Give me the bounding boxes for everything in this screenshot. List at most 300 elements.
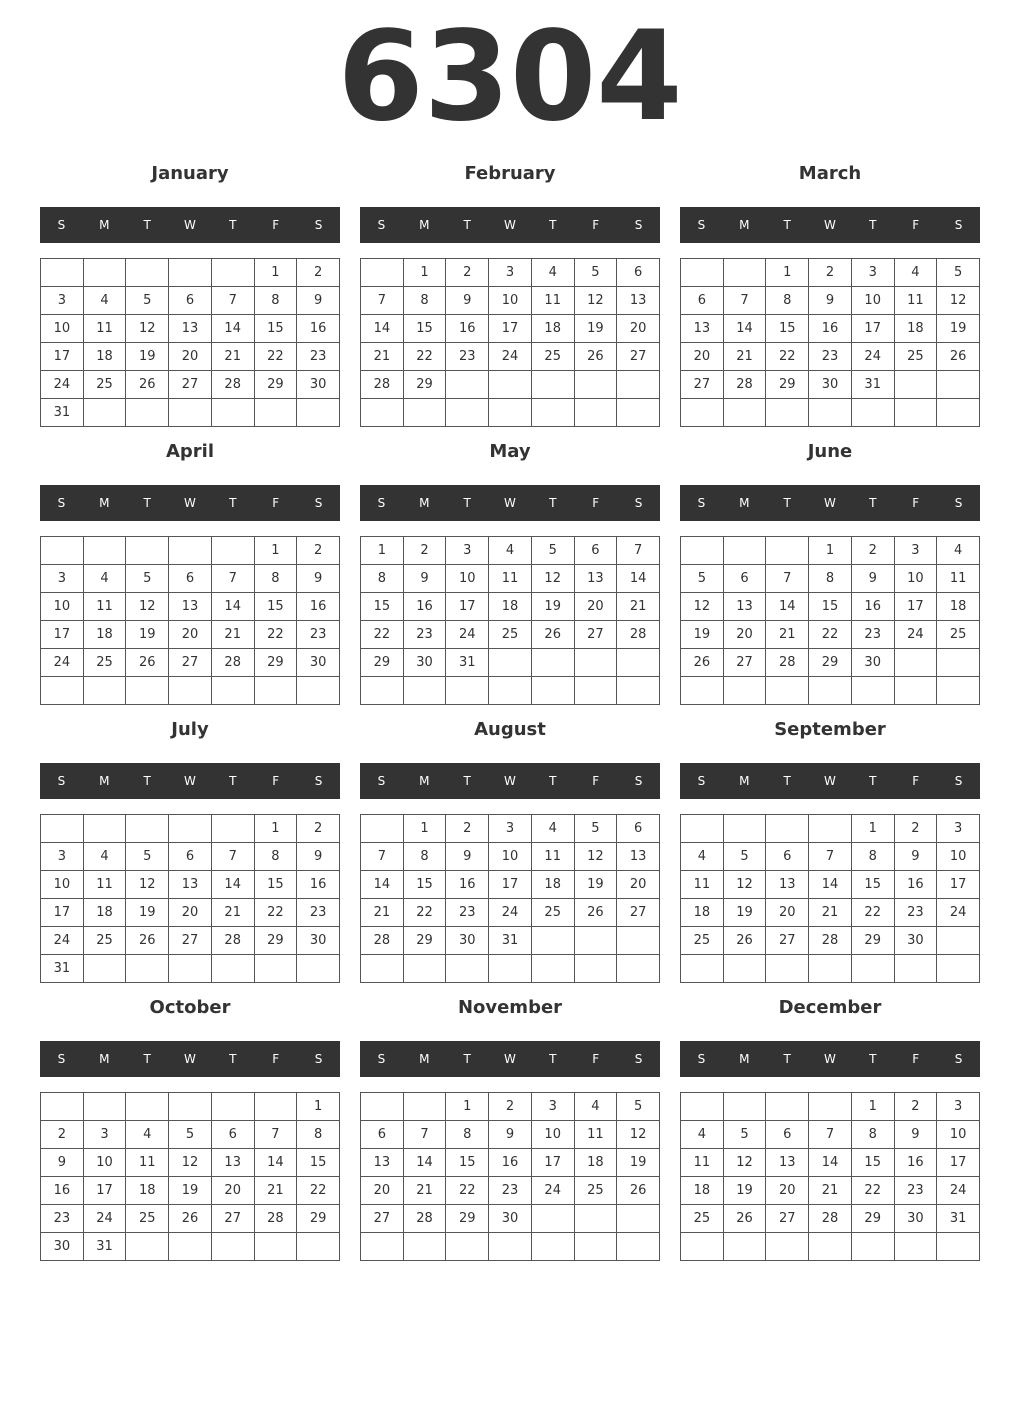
empty-day-cell xyxy=(126,1093,169,1121)
weekday-mon: M xyxy=(419,218,430,232)
weekday-fri: F xyxy=(592,218,600,232)
day-cell: 10 xyxy=(937,843,980,871)
day-cell: 27 xyxy=(361,1205,404,1233)
day-cell: 24 xyxy=(41,927,84,955)
weekday-sat: S xyxy=(634,1052,643,1066)
month-name: July xyxy=(171,719,209,740)
weekday-mon: M xyxy=(99,774,110,788)
day-cell: 3 xyxy=(446,537,489,565)
day-cell: 1 xyxy=(404,815,447,843)
day-cell: 11 xyxy=(532,287,575,315)
day-cell: 15 xyxy=(446,1149,489,1177)
empty-day-cell xyxy=(126,677,169,705)
day-cell: 25 xyxy=(84,371,127,399)
day-cell: 30 xyxy=(446,927,489,955)
day-cell: 29 xyxy=(446,1205,489,1233)
weekday-sat: S xyxy=(954,218,963,232)
empty-day-cell xyxy=(41,677,84,705)
day-cell: 1 xyxy=(255,259,298,287)
empty-day-cell xyxy=(895,371,938,399)
day-cell: 23 xyxy=(809,343,852,371)
day-cell: 20 xyxy=(361,1177,404,1205)
empty-day-cell xyxy=(361,815,404,843)
day-cell: 11 xyxy=(84,871,127,899)
empty-day-cell xyxy=(255,399,298,427)
day-cell: 11 xyxy=(681,871,724,899)
day-cell: 29 xyxy=(852,1205,895,1233)
day-cell: 9 xyxy=(297,843,340,871)
day-cell: 6 xyxy=(169,565,212,593)
empty-day-cell xyxy=(361,677,404,705)
empty-day-cell xyxy=(404,677,447,705)
day-cell: 22 xyxy=(809,621,852,649)
day-cell: 11 xyxy=(126,1149,169,1177)
weekday-wed: W xyxy=(824,496,836,510)
day-cell: 27 xyxy=(681,371,724,399)
day-cell: 2 xyxy=(297,537,340,565)
empty-day-cell xyxy=(361,1093,404,1121)
weekday-wed: W xyxy=(504,1052,516,1066)
empty-day-cell xyxy=(404,955,447,983)
day-cell: 2 xyxy=(446,259,489,287)
day-cell: 1 xyxy=(255,815,298,843)
day-cell: 17 xyxy=(84,1177,127,1205)
empty-day-cell xyxy=(169,399,212,427)
day-cell: 7 xyxy=(809,1121,852,1149)
day-cell: 6 xyxy=(212,1121,255,1149)
day-cell: 19 xyxy=(126,343,169,371)
day-cell: 26 xyxy=(724,927,767,955)
day-cell: 26 xyxy=(126,649,169,677)
empty-day-cell xyxy=(766,955,809,983)
weekday-sat: S xyxy=(954,496,963,510)
day-cell: 12 xyxy=(169,1149,212,1177)
weekday-mon: M xyxy=(739,496,750,510)
weekday-tue: T xyxy=(783,496,791,510)
empty-day-cell xyxy=(766,815,809,843)
months-grid xyxy=(40,156,980,1268)
weekday-header xyxy=(360,485,660,521)
day-cell: 5 xyxy=(724,1121,767,1149)
weekday-sun: S xyxy=(697,496,706,510)
month-august xyxy=(360,712,660,990)
weekday-fri: F xyxy=(272,1052,280,1066)
empty-day-cell xyxy=(532,371,575,399)
month-october xyxy=(40,990,340,1268)
day-cell: 28 xyxy=(212,927,255,955)
day-cell: 20 xyxy=(681,343,724,371)
day-cell: 2 xyxy=(404,537,447,565)
day-cell: 27 xyxy=(617,899,660,927)
day-cell: 16 xyxy=(809,315,852,343)
day-cell: 18 xyxy=(84,621,127,649)
day-cell: 4 xyxy=(84,565,127,593)
day-cell: 1 xyxy=(446,1093,489,1121)
weekday-mon: M xyxy=(99,1052,110,1066)
day-cell: 31 xyxy=(489,927,532,955)
day-cell: 18 xyxy=(532,871,575,899)
day-cell: 16 xyxy=(895,871,938,899)
day-cell: 15 xyxy=(404,315,447,343)
day-cell: 18 xyxy=(895,315,938,343)
weekday-thu: T xyxy=(869,774,877,788)
day-cell: 4 xyxy=(489,537,532,565)
day-cell: 3 xyxy=(489,815,532,843)
day-cell: 29 xyxy=(766,371,809,399)
day-cell: 28 xyxy=(809,927,852,955)
day-cell: 5 xyxy=(575,259,618,287)
weekday-header xyxy=(360,763,660,799)
empty-day-cell xyxy=(169,677,212,705)
day-cell: 16 xyxy=(489,1149,532,1177)
day-cell: 22 xyxy=(255,899,298,927)
empty-day-cell xyxy=(809,815,852,843)
day-cell: 22 xyxy=(852,1177,895,1205)
day-cell: 10 xyxy=(84,1149,127,1177)
day-cell: 9 xyxy=(809,287,852,315)
empty-day-cell xyxy=(724,259,767,287)
day-cell: 6 xyxy=(724,565,767,593)
weekday-fri: F xyxy=(272,774,280,788)
day-cell: 13 xyxy=(724,593,767,621)
empty-day-cell xyxy=(852,677,895,705)
day-cell: 30 xyxy=(297,927,340,955)
day-cell: 4 xyxy=(681,843,724,871)
month-name: January xyxy=(151,163,229,184)
empty-day-cell xyxy=(575,677,618,705)
day-cell: 16 xyxy=(297,315,340,343)
day-cell: 12 xyxy=(724,1149,767,1177)
day-cell: 21 xyxy=(724,343,767,371)
empty-day-cell xyxy=(937,371,980,399)
day-cell: 23 xyxy=(446,899,489,927)
empty-day-cell xyxy=(809,399,852,427)
day-cell: 14 xyxy=(404,1149,447,1177)
empty-day-cell xyxy=(895,1233,938,1261)
day-cell: 8 xyxy=(852,1121,895,1149)
weekday-thu: T xyxy=(229,774,237,788)
empty-day-cell xyxy=(532,927,575,955)
day-cell: 2 xyxy=(895,1093,938,1121)
day-cell: 21 xyxy=(617,593,660,621)
day-cell: 19 xyxy=(575,871,618,899)
day-cell: 31 xyxy=(41,955,84,983)
weekday-sat: S xyxy=(314,496,323,510)
empty-day-cell xyxy=(681,955,724,983)
day-cell: 7 xyxy=(361,287,404,315)
empty-day-cell xyxy=(937,677,980,705)
weekday-thu: T xyxy=(549,218,557,232)
weekday-sat: S xyxy=(634,774,643,788)
empty-day-cell xyxy=(41,815,84,843)
day-cell: 9 xyxy=(895,843,938,871)
day-cell: 25 xyxy=(84,927,127,955)
day-cell: 8 xyxy=(809,565,852,593)
empty-day-cell xyxy=(84,537,127,565)
day-cell: 6 xyxy=(361,1121,404,1149)
day-cell: 4 xyxy=(532,259,575,287)
empty-day-cell xyxy=(446,1233,489,1261)
empty-day-cell xyxy=(361,1233,404,1261)
empty-day-cell xyxy=(212,259,255,287)
day-cell: 18 xyxy=(84,343,127,371)
day-cell: 19 xyxy=(126,899,169,927)
day-cell: 25 xyxy=(681,927,724,955)
empty-day-cell xyxy=(169,815,212,843)
weekday-tue: T xyxy=(463,218,471,232)
empty-day-cell xyxy=(895,677,938,705)
empty-day-cell xyxy=(361,259,404,287)
empty-day-cell xyxy=(84,1093,127,1121)
weekday-sat: S xyxy=(954,774,963,788)
month-name: September xyxy=(774,719,886,740)
day-cell: 21 xyxy=(809,1177,852,1205)
weekday-sun: S xyxy=(377,496,386,510)
weekday-thu: T xyxy=(229,496,237,510)
empty-day-cell xyxy=(169,1233,212,1261)
day-cell: 26 xyxy=(724,1205,767,1233)
weekday-sun: S xyxy=(377,218,386,232)
empty-day-cell xyxy=(681,1093,724,1121)
day-cell: 19 xyxy=(575,315,618,343)
empty-day-cell xyxy=(681,399,724,427)
empty-day-cell xyxy=(617,399,660,427)
day-cell: 14 xyxy=(361,871,404,899)
weekday-wed: W xyxy=(184,1052,196,1066)
day-cell: 9 xyxy=(41,1149,84,1177)
day-cell: 3 xyxy=(895,537,938,565)
day-cell: 8 xyxy=(404,843,447,871)
day-cell: 21 xyxy=(809,899,852,927)
day-cell: 26 xyxy=(169,1205,212,1233)
day-cell: 22 xyxy=(297,1177,340,1205)
day-cell: 25 xyxy=(895,343,938,371)
empty-day-cell xyxy=(937,955,980,983)
day-grid xyxy=(40,536,340,705)
day-cell: 3 xyxy=(41,287,84,315)
empty-day-cell xyxy=(937,649,980,677)
weekday-fri: F xyxy=(912,218,920,232)
day-cell: 19 xyxy=(681,621,724,649)
day-cell: 15 xyxy=(297,1149,340,1177)
day-cell: 18 xyxy=(937,593,980,621)
empty-day-cell xyxy=(532,1233,575,1261)
empty-day-cell xyxy=(575,927,618,955)
day-cell: 1 xyxy=(361,537,404,565)
empty-day-cell xyxy=(575,649,618,677)
weekday-sun: S xyxy=(57,1052,66,1066)
weekday-mon: M xyxy=(419,774,430,788)
day-cell: 29 xyxy=(404,371,447,399)
day-cell: 9 xyxy=(446,843,489,871)
day-grid xyxy=(360,258,660,427)
weekday-sun: S xyxy=(57,774,66,788)
weekday-fri: F xyxy=(912,496,920,510)
empty-day-cell xyxy=(361,399,404,427)
weekday-fri: F xyxy=(592,774,600,788)
day-cell: 27 xyxy=(169,927,212,955)
empty-day-cell xyxy=(681,537,724,565)
day-cell: 16 xyxy=(895,1149,938,1177)
day-cell: 13 xyxy=(575,565,618,593)
day-cell: 9 xyxy=(489,1121,532,1149)
day-cell: 14 xyxy=(361,315,404,343)
day-cell: 18 xyxy=(575,1149,618,1177)
day-cell: 11 xyxy=(532,843,575,871)
day-cell: 5 xyxy=(532,537,575,565)
empty-day-cell xyxy=(255,677,298,705)
day-cell: 27 xyxy=(724,649,767,677)
day-cell: 4 xyxy=(575,1093,618,1121)
day-cell: 12 xyxy=(681,593,724,621)
day-cell: 8 xyxy=(255,843,298,871)
day-cell: 1 xyxy=(255,537,298,565)
day-cell: 14 xyxy=(212,593,255,621)
month-name: November xyxy=(457,997,563,1018)
day-cell: 13 xyxy=(617,287,660,315)
day-cell: 31 xyxy=(852,371,895,399)
day-cell: 8 xyxy=(255,565,298,593)
empty-day-cell xyxy=(489,649,532,677)
day-cell: 1 xyxy=(809,537,852,565)
day-cell: 9 xyxy=(404,565,447,593)
weekday-header xyxy=(680,1041,980,1077)
empty-day-cell xyxy=(575,371,618,399)
day-cell: 23 xyxy=(41,1205,84,1233)
day-cell: 5 xyxy=(575,815,618,843)
day-cell: 22 xyxy=(255,343,298,371)
day-cell: 30 xyxy=(297,649,340,677)
empty-day-cell xyxy=(532,1205,575,1233)
month-name: August xyxy=(474,719,546,740)
empty-day-cell xyxy=(489,371,532,399)
day-cell: 7 xyxy=(212,843,255,871)
empty-day-cell xyxy=(489,677,532,705)
weekday-header xyxy=(40,207,340,243)
day-cell: 10 xyxy=(489,287,532,315)
day-cell: 19 xyxy=(126,621,169,649)
weekday-sat: S xyxy=(634,496,643,510)
day-cell: 30 xyxy=(809,371,852,399)
day-cell: 16 xyxy=(297,593,340,621)
weekday-mon: M xyxy=(419,496,430,510)
day-cell: 25 xyxy=(532,899,575,927)
weekday-sun: S xyxy=(697,774,706,788)
day-cell: 26 xyxy=(126,371,169,399)
day-cell: 20 xyxy=(617,871,660,899)
day-cell: 22 xyxy=(852,899,895,927)
weekday-thu: T xyxy=(869,218,877,232)
empty-day-cell xyxy=(852,1233,895,1261)
day-cell: 21 xyxy=(212,621,255,649)
day-cell: 24 xyxy=(895,621,938,649)
weekday-thu: T xyxy=(229,1052,237,1066)
month-september xyxy=(680,712,980,990)
weekday-sun: S xyxy=(377,774,386,788)
weekday-thu: T xyxy=(549,496,557,510)
empty-day-cell xyxy=(41,537,84,565)
day-cell: 3 xyxy=(84,1121,127,1149)
empty-day-cell xyxy=(575,399,618,427)
day-cell: 23 xyxy=(895,899,938,927)
empty-day-cell xyxy=(724,399,767,427)
empty-day-cell xyxy=(724,1233,767,1261)
empty-day-cell xyxy=(617,677,660,705)
day-cell: 12 xyxy=(575,843,618,871)
day-cell: 24 xyxy=(41,649,84,677)
day-cell: 15 xyxy=(809,593,852,621)
day-cell: 9 xyxy=(297,287,340,315)
day-cell: 3 xyxy=(852,259,895,287)
day-grid xyxy=(40,814,340,983)
day-cell: 23 xyxy=(297,343,340,371)
empty-day-cell xyxy=(532,955,575,983)
day-cell: 8 xyxy=(297,1121,340,1149)
day-cell: 5 xyxy=(126,287,169,315)
empty-day-cell xyxy=(446,677,489,705)
empty-day-cell xyxy=(724,1093,767,1121)
day-cell: 24 xyxy=(489,343,532,371)
day-cell: 10 xyxy=(446,565,489,593)
empty-day-cell xyxy=(212,537,255,565)
empty-day-cell xyxy=(532,649,575,677)
day-cell: 29 xyxy=(255,649,298,677)
day-cell: 30 xyxy=(852,649,895,677)
day-cell: 15 xyxy=(255,871,298,899)
empty-day-cell xyxy=(852,955,895,983)
day-cell: 11 xyxy=(681,1149,724,1177)
empty-day-cell xyxy=(766,399,809,427)
day-cell: 2 xyxy=(297,815,340,843)
day-cell: 17 xyxy=(895,593,938,621)
weekday-wed: W xyxy=(824,1052,836,1066)
day-cell: 17 xyxy=(937,871,980,899)
day-cell: 23 xyxy=(852,621,895,649)
day-cell: 15 xyxy=(255,315,298,343)
month-december xyxy=(680,990,980,1268)
weekday-wed: W xyxy=(504,774,516,788)
day-grid xyxy=(680,1092,980,1261)
weekday-wed: W xyxy=(824,774,836,788)
weekday-tue: T xyxy=(143,218,151,232)
day-cell: 16 xyxy=(446,871,489,899)
day-cell: 27 xyxy=(169,649,212,677)
empty-day-cell xyxy=(404,1233,447,1261)
day-cell: 7 xyxy=(809,843,852,871)
empty-day-cell xyxy=(489,399,532,427)
day-cell: 21 xyxy=(404,1177,447,1205)
day-grid xyxy=(360,814,660,983)
day-cell: 12 xyxy=(724,871,767,899)
empty-day-cell xyxy=(446,371,489,399)
empty-day-cell xyxy=(766,1233,809,1261)
day-cell: 29 xyxy=(297,1205,340,1233)
day-grid xyxy=(40,258,340,427)
day-cell: 5 xyxy=(169,1121,212,1149)
weekday-sat: S xyxy=(314,774,323,788)
weekday-mon: M xyxy=(419,1052,430,1066)
day-cell: 24 xyxy=(937,899,980,927)
day-cell: 20 xyxy=(575,593,618,621)
day-cell: 10 xyxy=(532,1121,575,1149)
empty-day-cell xyxy=(532,677,575,705)
day-cell: 18 xyxy=(681,1177,724,1205)
day-cell: 8 xyxy=(361,565,404,593)
empty-day-cell xyxy=(212,1093,255,1121)
day-cell: 9 xyxy=(895,1121,938,1149)
day-cell: 22 xyxy=(766,343,809,371)
day-cell: 12 xyxy=(532,565,575,593)
